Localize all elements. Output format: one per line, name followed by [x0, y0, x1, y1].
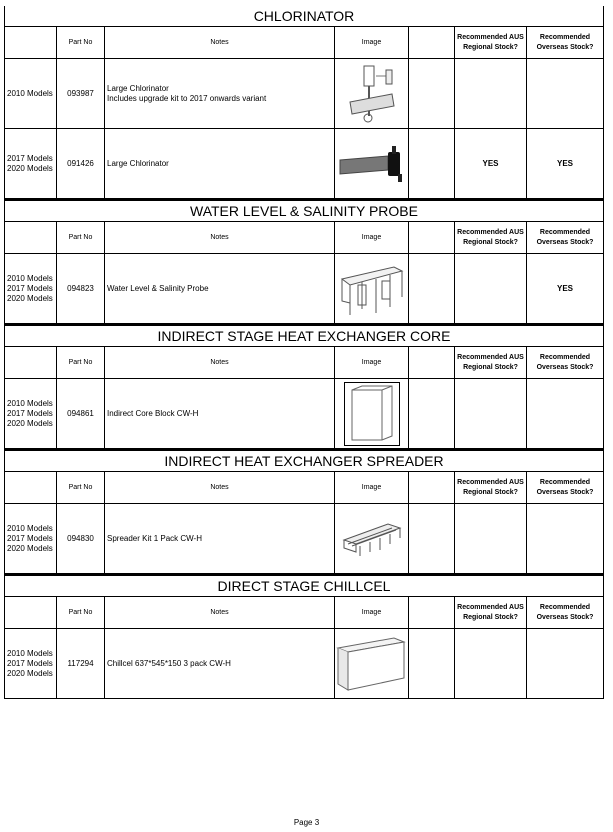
- header-overseas-stock-label: Recommended: [539, 353, 591, 361]
- core-block-image: [344, 382, 400, 446]
- header-aus-stock-label: Recommended AUS: [457, 228, 524, 236]
- header-image-label: Image: [361, 39, 382, 46]
- part-note: Spreader Kit 1 Pack CW-H: [107, 533, 202, 543]
- model-year: 2017 Models: [7, 533, 53, 543]
- models-cell: [5, 254, 57, 323]
- header-overseas-stock-label: Overseas Stock?: [536, 43, 594, 51]
- page-number: Page 3: [293, 818, 320, 827]
- header-blank: [409, 597, 455, 628]
- header-aus-stock-label: Recommended AUS: [457, 353, 524, 361]
- header-aus-stock-label: Regional Stock?: [463, 43, 518, 51]
- header-aus-stock-label: Recommended AUS: [457, 478, 524, 486]
- salinity-probe-image: [336, 257, 408, 321]
- table-row: [5, 504, 603, 574]
- section-title: WATER LEVEL & SALINITY PROBE: [5, 199, 603, 222]
- model-year: 2017 Models: [7, 153, 53, 163]
- header-image-label: Image: [361, 234, 382, 241]
- header-notes: [105, 472, 335, 503]
- header-models: [5, 222, 57, 253]
- header-aus-stock-label: Regional Stock?: [463, 488, 518, 496]
- aus-stock-cell: [455, 629, 527, 698]
- models-cell: [5, 129, 57, 198]
- chlorinator-bracket-image: [342, 62, 402, 126]
- models-cell: [5, 379, 57, 448]
- header-overseas-stock-label: Recommended: [539, 603, 591, 611]
- header-aus-stock-label: Recommended AUS: [457, 33, 524, 41]
- part-no-cell: [57, 254, 105, 323]
- header-part-no: [57, 472, 105, 503]
- header-aus-stock: [455, 597, 527, 628]
- header-row: [5, 472, 603, 504]
- part-no-cell: [57, 59, 105, 128]
- header-overseas-stock-label: Overseas Stock?: [536, 238, 594, 246]
- blank-cell: [409, 254, 455, 323]
- header-notes-label: Notes: [210, 39, 229, 46]
- header-image-label: Image: [361, 359, 382, 366]
- header-part-no-label: Part No: [68, 609, 93, 616]
- header-notes-label: Notes: [210, 234, 229, 241]
- image-cell: [335, 129, 409, 198]
- part-no-cell: [57, 629, 105, 698]
- image-cell: [335, 254, 409, 323]
- overseas-stock-value: YES: [556, 284, 573, 293]
- header-aus-stock: [455, 472, 527, 503]
- blank-cell: [409, 629, 455, 698]
- header-overseas-stock-label: Overseas Stock?: [536, 488, 594, 496]
- header-part-no-label: Part No: [68, 484, 93, 491]
- header-overseas-stock: [527, 347, 603, 378]
- part-number: 093987: [67, 89, 94, 98]
- part-note: Large Chlorinator: [107, 158, 169, 168]
- model-year: 2010 Models: [7, 398, 53, 408]
- section-4: [4, 574, 604, 699]
- notes-cell: [105, 129, 335, 198]
- model-year: 2020 Models: [7, 543, 53, 553]
- part-number: 094861: [67, 409, 94, 418]
- header-models: [5, 597, 57, 628]
- header-part-no-label: Part No: [68, 359, 93, 366]
- model-year: 2020 Models: [7, 293, 53, 303]
- section-2: [4, 324, 604, 449]
- header-overseas-stock-label: Overseas Stock?: [536, 363, 594, 371]
- section-title: INDIRECT HEAT EXCHANGER SPREADER: [5, 449, 603, 472]
- header-notes: [105, 347, 335, 378]
- header-notes-label: Notes: [210, 484, 229, 491]
- header-notes: [105, 222, 335, 253]
- header-aus-stock: [455, 27, 527, 58]
- header-image: [335, 27, 409, 58]
- model-year: 2017 Models: [7, 283, 53, 293]
- notes-cell: [105, 254, 335, 323]
- model-year: 2017 Models: [7, 408, 53, 418]
- model-year: 2010 Models: [7, 523, 53, 533]
- header-image-label: Image: [361, 609, 382, 616]
- part-number: 094830: [67, 534, 94, 543]
- model-year: 2017 Models: [7, 658, 53, 668]
- header-row: [5, 347, 603, 379]
- header-overseas-stock-label: Recommended: [539, 228, 591, 236]
- table-row: [5, 59, 603, 129]
- section-0: [4, 6, 604, 199]
- notes-cell: [105, 504, 335, 573]
- header-image: [335, 222, 409, 253]
- table-row: [5, 629, 603, 699]
- models-cell: [5, 59, 57, 128]
- overseas-stock-value: YES: [556, 159, 573, 168]
- model-year: 2020 Models: [7, 418, 53, 428]
- overseas-stock-cell: [527, 129, 603, 198]
- aus-stock-cell: [455, 379, 527, 448]
- section-title: DIRECT STAGE CHILLCEL: [5, 574, 603, 597]
- header-blank: [409, 27, 455, 58]
- table-row: [5, 254, 603, 324]
- header-notes-label: Notes: [210, 609, 229, 616]
- blank-cell: [409, 504, 455, 573]
- part-note: Indirect Core Block CW-H: [107, 408, 199, 418]
- chlorinator-cell-image: [336, 144, 408, 184]
- header-part-no-label: Part No: [68, 234, 93, 241]
- header-row: [5, 597, 603, 629]
- table-row: [5, 129, 603, 199]
- image-cell: [335, 629, 409, 698]
- header-image: [335, 472, 409, 503]
- header-blank: [409, 347, 455, 378]
- header-notes: [105, 27, 335, 58]
- section-title: CHLORINATOR: [5, 6, 603, 27]
- overseas-stock-cell: [527, 504, 603, 573]
- models-cell: [5, 504, 57, 573]
- header-part-no: [57, 222, 105, 253]
- spreader-kit-image: [336, 514, 408, 564]
- blank-cell: [409, 59, 455, 128]
- header-aus-stock: [455, 222, 527, 253]
- header-overseas-stock: [527, 222, 603, 253]
- parts-table: [4, 6, 604, 699]
- header-overseas-stock: [527, 27, 603, 58]
- header-notes-label: Notes: [210, 359, 229, 366]
- image-cell: [335, 504, 409, 573]
- part-note: Includes upgrade kit to 2017 onwards variant: [107, 93, 267, 103]
- aus-stock-cell: [455, 59, 527, 128]
- model-year: 2020 Models: [7, 668, 53, 678]
- section-1: [4, 199, 604, 324]
- overseas-stock-cell: [527, 254, 603, 323]
- part-note: Chillcel 637*545*150 3 pack CW-H: [107, 658, 231, 668]
- image-cell: [335, 379, 409, 448]
- part-number: 117294: [67, 659, 94, 668]
- header-models: [5, 347, 57, 378]
- part-note: Water Level & Salinity Probe: [107, 283, 209, 293]
- model-year: 2010 Models: [7, 648, 53, 658]
- model-year: 2010 Models: [7, 273, 53, 283]
- notes-cell: [105, 59, 335, 128]
- part-no-cell: [57, 379, 105, 448]
- aus-stock-value: YES: [482, 159, 499, 168]
- header-aus-stock-label: Recommended AUS: [457, 603, 524, 611]
- table-row: [5, 379, 603, 449]
- notes-cell: [105, 629, 335, 698]
- part-number: 094823: [67, 284, 94, 293]
- header-row: [5, 222, 603, 254]
- aus-stock-cell: [455, 254, 527, 323]
- header-aus-stock: [455, 347, 527, 378]
- part-note: Large Chlorinator: [107, 83, 169, 93]
- header-image-label: Image: [361, 484, 382, 491]
- section-3: [4, 449, 604, 574]
- header-part-no-label: Part No: [68, 39, 93, 46]
- header-overseas-stock: [527, 472, 603, 503]
- header-part-no: [57, 347, 105, 378]
- blank-cell: [409, 129, 455, 198]
- header-image: [335, 597, 409, 628]
- header-aus-stock-label: Regional Stock?: [463, 238, 518, 246]
- header-models: [5, 27, 57, 58]
- header-overseas-stock-label: Recommended: [539, 478, 591, 486]
- chillcel-pad-image: [334, 634, 410, 694]
- notes-cell: [105, 379, 335, 448]
- header-notes: [105, 597, 335, 628]
- overseas-stock-cell: [527, 629, 603, 698]
- image-cell: [335, 59, 409, 128]
- header-blank: [409, 472, 455, 503]
- header-aus-stock-label: Regional Stock?: [463, 613, 518, 621]
- model-year: 2020 Models: [7, 163, 53, 173]
- header-part-no: [57, 597, 105, 628]
- header-overseas-stock-label: Recommended: [539, 33, 591, 41]
- aus-stock-cell: [455, 504, 527, 573]
- part-no-cell: [57, 129, 105, 198]
- header-part-no: [57, 27, 105, 58]
- header-aus-stock-label: Regional Stock?: [463, 363, 518, 371]
- models-cell: [5, 629, 57, 698]
- part-no-cell: [57, 504, 105, 573]
- header-overseas-stock-label: Overseas Stock?: [536, 613, 594, 621]
- part-number: 091426: [67, 159, 94, 168]
- overseas-stock-cell: [527, 379, 603, 448]
- overseas-stock-cell: [527, 59, 603, 128]
- section-title: INDIRECT STAGE HEAT EXCHANGER CORE: [5, 324, 603, 347]
- header-row: [5, 27, 603, 59]
- header-models: [5, 472, 57, 503]
- header-overseas-stock: [527, 597, 603, 628]
- header-image: [335, 347, 409, 378]
- model-year: 2010 Models: [7, 88, 53, 98]
- blank-cell: [409, 379, 455, 448]
- aus-stock-cell: [455, 129, 527, 198]
- header-blank: [409, 222, 455, 253]
